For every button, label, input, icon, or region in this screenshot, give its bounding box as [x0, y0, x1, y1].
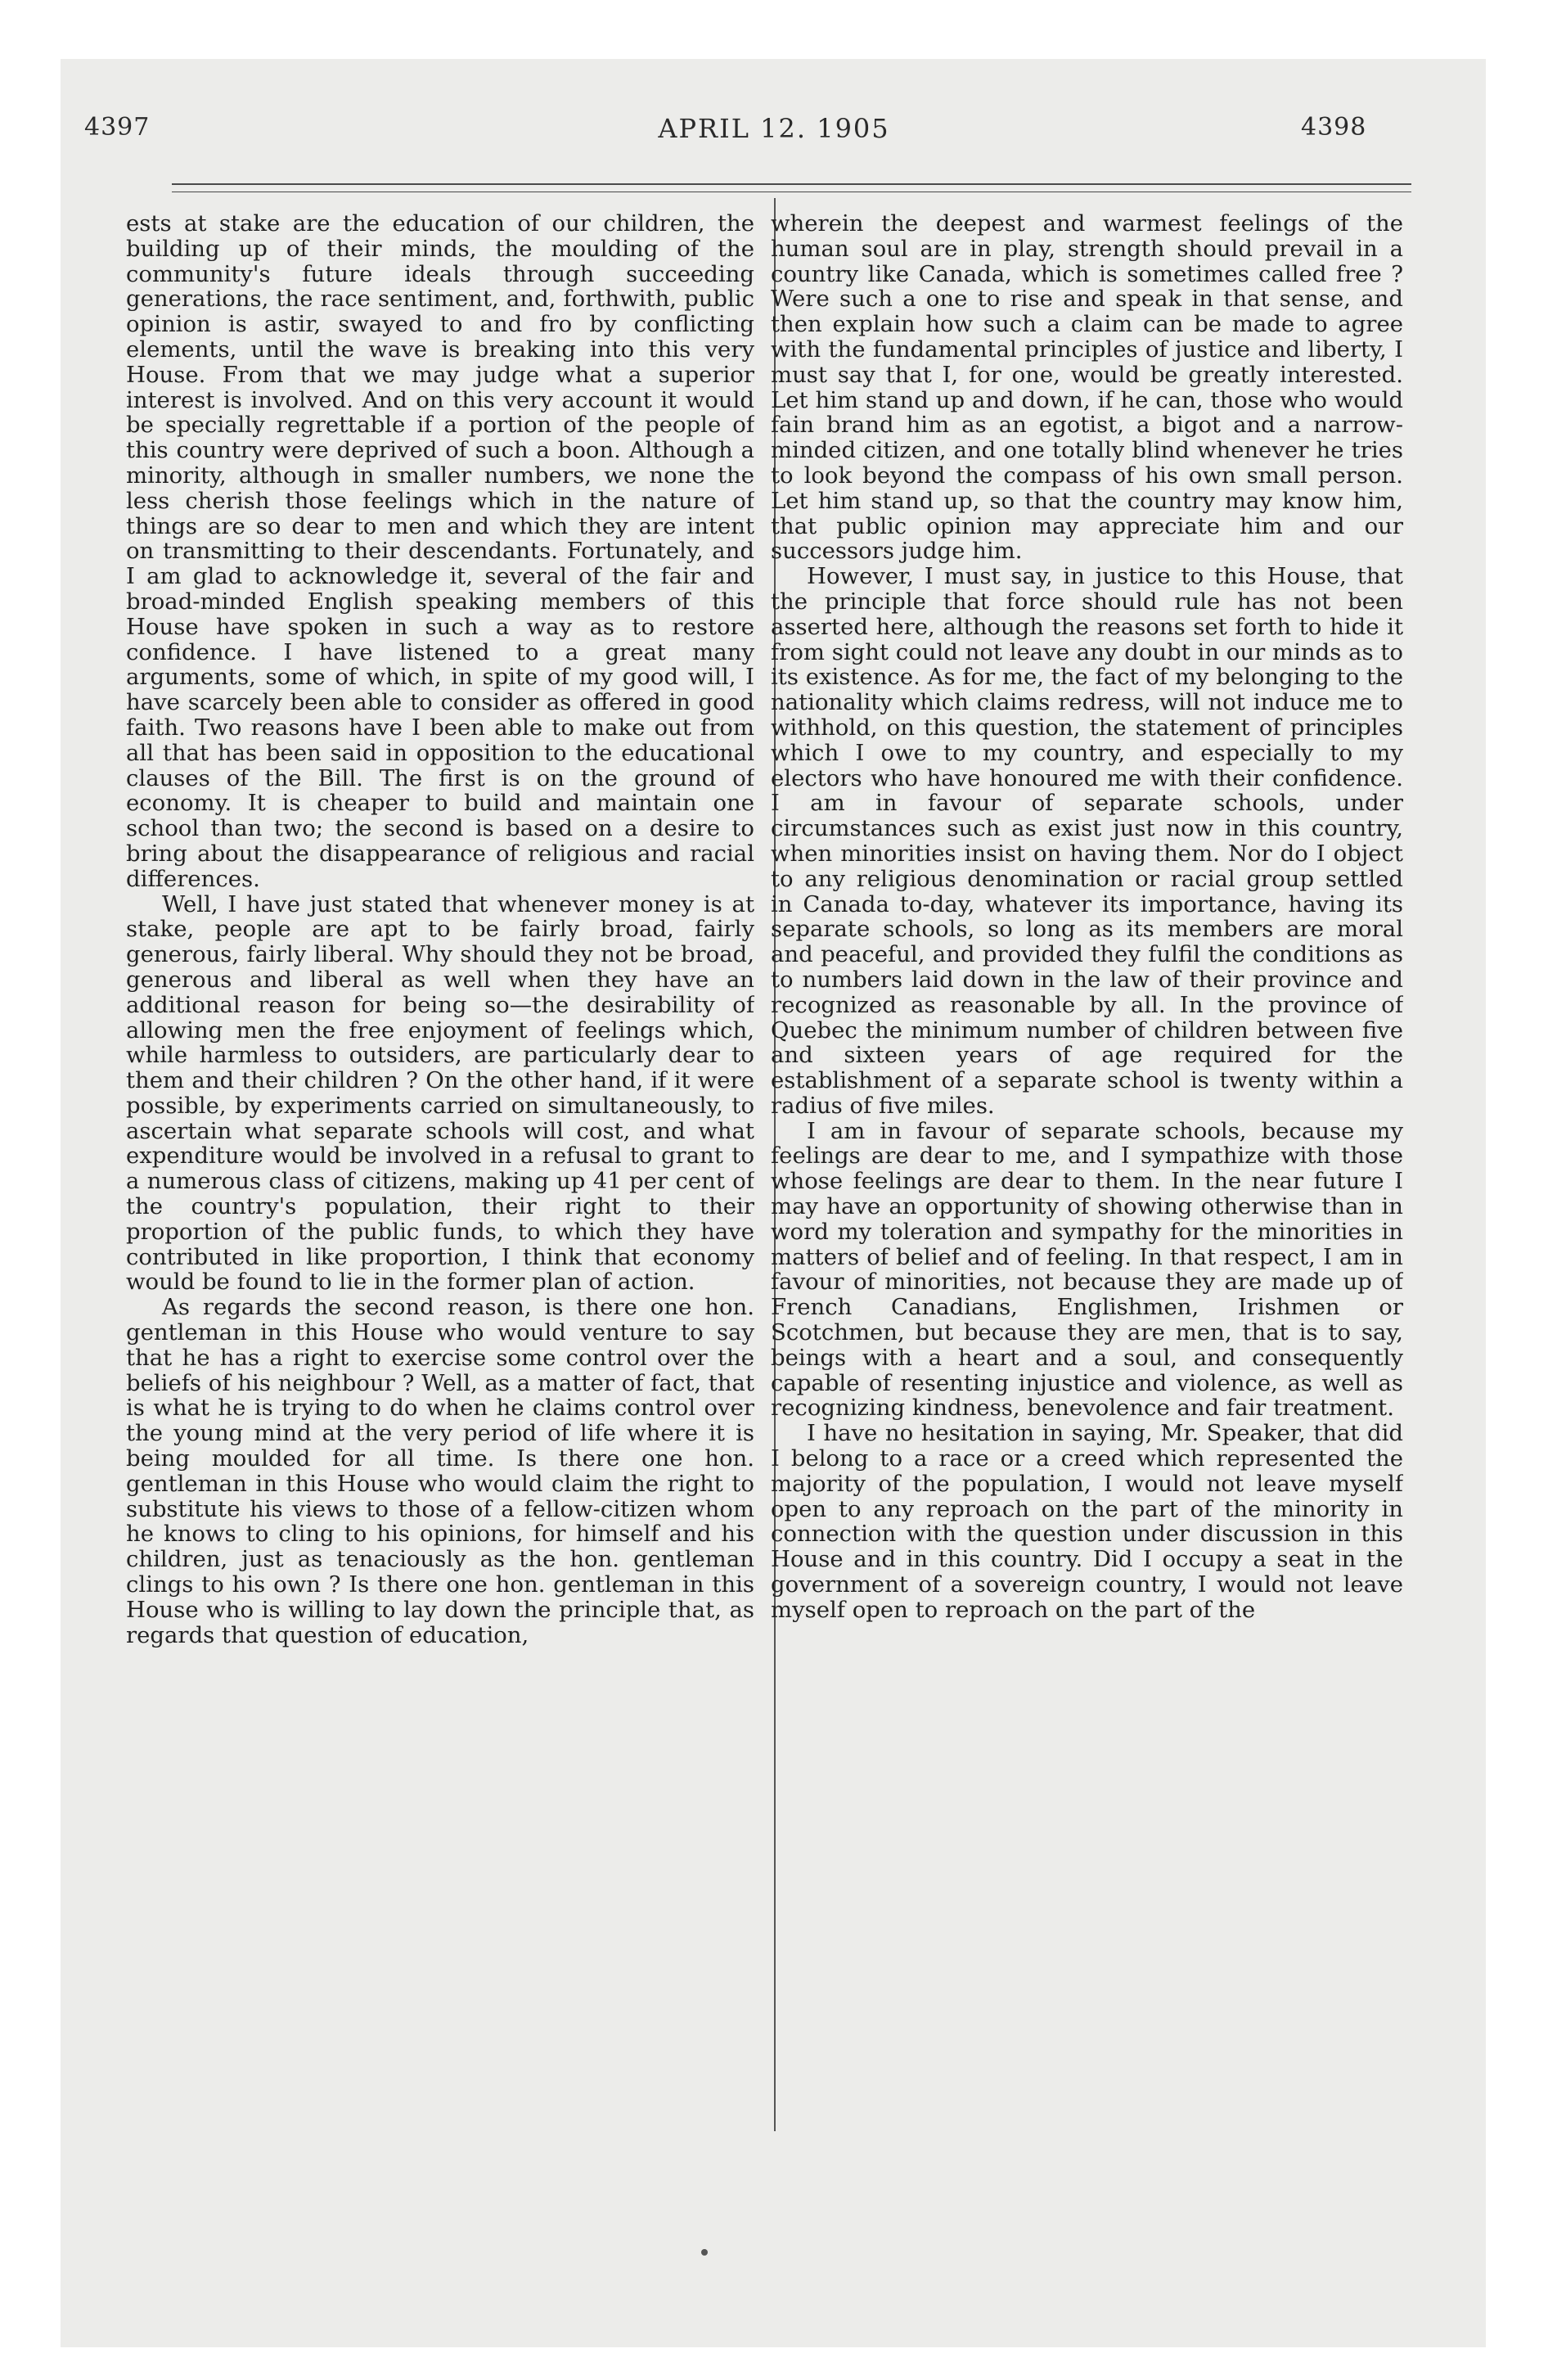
paragraph: Well, I have just stated that whenever money is at stake, people are apt to be fairly broad, fairly generous, fairly liberal. Why should they not be broad, generous and liberal as well when they have an additional reason for being so—the desirability of allowing men the free enjoyment of feelings which, while harmless to outsiders, are particularly dear to them and their children ? On the other hand, if it were possible, by experiments carried on simultaneously, to ascertain what separate schools will cost, and what expenditure would be involved in a refusal to grant to a numerous class of citizens, making up 41 per cent of the country's population, their right to their proportion of the public funds, to which they have contributed in like proportion, I think that economy would be found to lie in the former plan of action. — [126, 890, 754, 1296]
header-rule-top — [172, 183, 1411, 185]
left-page-number: 4397 — [84, 113, 151, 142]
paragraph: However, I must say, in justice to this House, that the principle that force should rule has not been asserted here, although the reasons set forth to hide it from sight could not leave any doubt in our minds as to its existence. As for me, the fact of my belonging to the nationality which claims redress, will not induce me to withhold, on this question, the statement of principles which I owe to my country, and especially to my electors who have honoured me with their confidence. I am in favour of separate schools, under circumstances such as exist just now in this country, when minorities insist on having them. Nor do I object to any religious denomination or racial group settled in Canada to-day, whatever its importance, having its separate schools, so long as its members are moral and peaceful, and provided they fulfil the conditions as to numbers laid down in the law of their province and recognized as reasonable by all. In the province of Quebec the minimum number of children between five and sixteen years of age required for the establishment of a separate school is twenty within a radius of five miles. — [771, 563, 1403, 1119]
paragraph: wherein the deepest and warmest feelings of the human soul are in play, strength should prevail in a country like Canada, which is sometimes called free ? Were such a one to rise and speak in that sense, and then explain how such a claim can be made to agree with the fundamental principles of justice and liberty, I must say that I, for one, would be greatly interested. Let him stand up and down, if he can, those who would fain brand him as an egotist, a bigot and a narrow-minded citizen, and one totally blind whenever he tries to look beyond the compass of his own small person. Let him stand up, so that the country may know him, that public opinion may appreciate him and our successors judge him. — [771, 211, 1403, 565]
paragraph: I am in favour of separate schools, because my feelings are dear to me, and I sympathize with those whose feelings are dear to them. In the near future I may have an opportunity of showing otherwise than in word my toleration and sympathy for the minorities in matters of belief and of feeling. In that respect, I am in favour of minorities, not because they are made up of French Canadians, Englishmen, Irishmen or Scotchmen, but because they are men, that is to say, beings with a heart and a soul, and consequently capable of resenting injustice and violence, as well as recognizing kindness, benevolence and fair treatment. — [771, 1117, 1403, 1422]
right-text-column — [771, 211, 1403, 2126]
paragraph: As regards the second reason, is there one hon. gentleman in this House who would venture to say that he has a right to exercise some control over the beliefs of his neighbour ? Well, as a matter of fact, that is what he is trying to do when he claims control over the young mind at the very period of life where it is being moulded for all time. Is there one hon. gentleman in this House who would claim the right to substitute his views to those of a fellow-citizen whom he knows to cling to his opinions, for himself and his children, just as tenaciously as the hon. gentleman clings to his own ? Is there one hon. gentleman in this House who is willing to lay down the principle that, as regards that question of education, — [126, 1294, 754, 1648]
page-date-header: APRIL 12. 1905 — [658, 113, 890, 144]
paragraph: I have no hesitation in saying, Mr. Speaker, that did I belong to a race or a creed which represented the majority of the population, I would not leave myself open to any reproach on the part of the minority in connection with the question under discussion in this House and in this country. Did I occupy a seat in the government of a sovereign country, I would not leave myself open to reproach on the part of the — [771, 1420, 1403, 1623]
left-text-column — [126, 211, 754, 2126]
right-page-number: 4398 — [1301, 113, 1367, 142]
paragraph: ests at stake are the education of our children, the building up of their minds, the moulding of the community's future ideals through succeeding generations, the race sentiment, and, forthwith, public opinion is astir, swayed to and fro by conflicting elements, until the wave is breaking into this very House. From that we may judge what a superior interest is involved. And on this very account it would be specially regrettable if a portion of the people of this country were deprived of such a boon. Although a minority, although in smaller numbers, we none the less cherish those feelings which in the nature of things are so dear to men and which they are intent on transmitting to their descendants. Fortunately, and I am glad to acknowledge it, several of the fair and broad-minded English speaking members of this House have spoken in such a way as to restore confidence. I have listened to a great many arguments, some of which, in spite of my good will, I have scarcely been able to consider as offered in good faith. Two reasons have I been able to make out from all that has been said in opposition to the educational clauses of the Bill. The first is on the ground of economy. It is cheaper to build and maintain one school than two; the second is based on a desire to bring about the disappearance of religious and racial differences. — [126, 211, 754, 892]
ink-speck — [701, 2249, 708, 2256]
